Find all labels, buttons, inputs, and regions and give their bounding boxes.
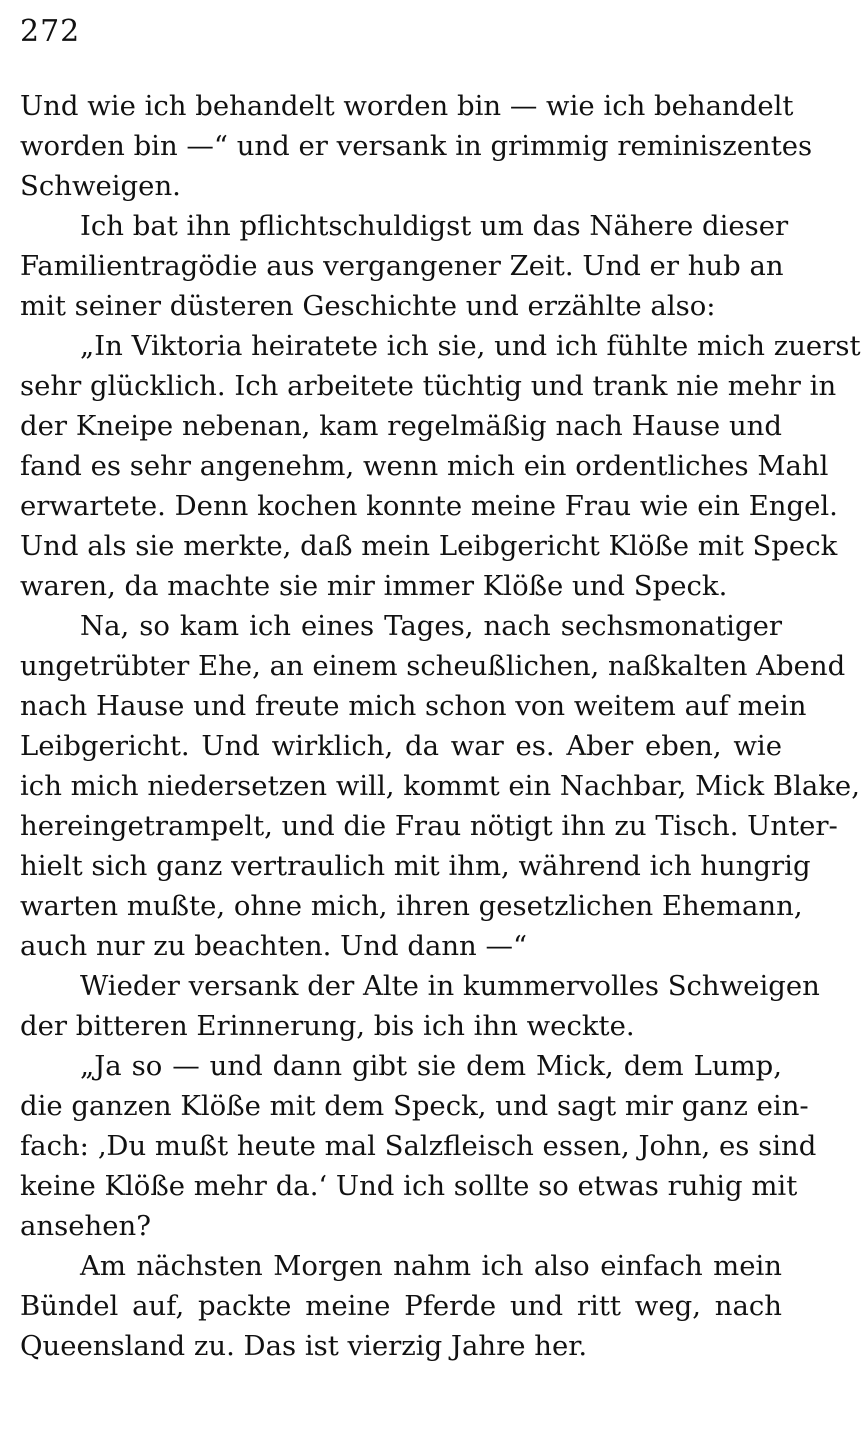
paragraph	[20, 606, 860, 966]
text-line: hielt sich ganz vertraulich mit ihm, während ich hungrig	[20, 850, 811, 882]
paragraph	[20, 966, 820, 1046]
paragraph	[20, 1046, 817, 1246]
text-line: auch nur zu beachten. Und dann —“	[20, 930, 528, 962]
paragraph	[20, 326, 861, 606]
text-line: der bitteren Erinnerung, bis ich ihn weckte.	[20, 1010, 635, 1042]
page-body	[20, 86, 861, 1366]
text-line: Und wie ich behandelt worden bin — wie ich behandelt	[20, 90, 794, 122]
text-line: keine Klöße mehr da.‘ Und ich sollte so etwas ruhig mit	[20, 1170, 798, 1202]
text-line: nach Hause und freute mich schon von weitem auf mein	[20, 690, 807, 722]
text-line: Und als sie merkte, daß mein Leibgericht Klöße mit Speck	[20, 530, 838, 562]
page-number: 272	[20, 14, 81, 49]
text-line: Leibgericht. Und wirklich, da war es. Aber eben, wie	[20, 730, 782, 762]
text-line: Familientragödie aus vergangener Zeit. Und er hub an	[20, 250, 784, 282]
paragraph	[20, 86, 813, 206]
text-line: Schweigen.	[20, 170, 181, 202]
text-line: Na, so kam ich eines Tages, nach sechsmonatiger	[80, 610, 782, 642]
text-line: hereingetrampelt, und die Frau nötigt ihn zu Tisch. Unter-	[20, 810, 838, 842]
text-line: fand es sehr angenehm, wenn mich ein ordentliches Mahl	[20, 450, 829, 482]
text-line: sehr glücklich. Ich arbeitete tüchtig und trank nie mehr in	[20, 370, 837, 402]
text-line: ich mich niedersetzen will, kommt ein Nachbar, Mick Blake,	[20, 770, 860, 802]
text-line: Queensland zu. Das ist vierzig Jahre her.	[20, 1330, 588, 1362]
text-line: die ganzen Klöße mit dem Speck, und sagt mir ganz ein-	[20, 1090, 809, 1122]
text-line: Ich bat ihn pflichtschuldigst um das Nähere dieser	[80, 210, 789, 242]
text-line: waren, da machte sie mir immer Klöße und Speck.	[20, 570, 728, 602]
book-page	[20, 0, 861, 1429]
text-line: ungetrübter Ehe, an einem scheußlichen, naßkalten Abend	[20, 650, 846, 682]
text-line: erwartete. Denn kochen konnte meine Frau wie ein Engel.	[20, 490, 838, 522]
text-line: der Kneipe nebenan, kam regelmäßig nach Hause und	[20, 410, 782, 442]
text-line: Bündel auf, packte meine Pferde und ritt weg, nach	[20, 1290, 782, 1322]
text-line: warten mußte, ohne mich, ihren gesetzlichen Ehemann,	[20, 890, 803, 922]
text-line: fach: ‚Du mußt heute mal Salzfleisch essen, John, es sind	[20, 1130, 817, 1162]
paragraph	[20, 206, 789, 326]
text-line: „Ja so — und dann gibt sie dem Mick, dem Lump,	[80, 1050, 782, 1082]
text-line: „In Viktoria heiratete ich sie, und ich fühlte mich zuerst	[80, 330, 861, 362]
text-line: worden bin —“ und er versank in grimmig reminiszentes	[20, 130, 813, 162]
text-line: mit seiner düsteren Geschichte und erzählte also:	[20, 290, 716, 322]
text-line: Wieder versank der Alte in kummervolles Schweigen	[80, 970, 820, 1002]
text-line: ansehen?	[20, 1210, 151, 1242]
text-line: Am nächsten Morgen nahm ich also einfach mein	[80, 1250, 782, 1282]
paragraph	[20, 1246, 782, 1366]
